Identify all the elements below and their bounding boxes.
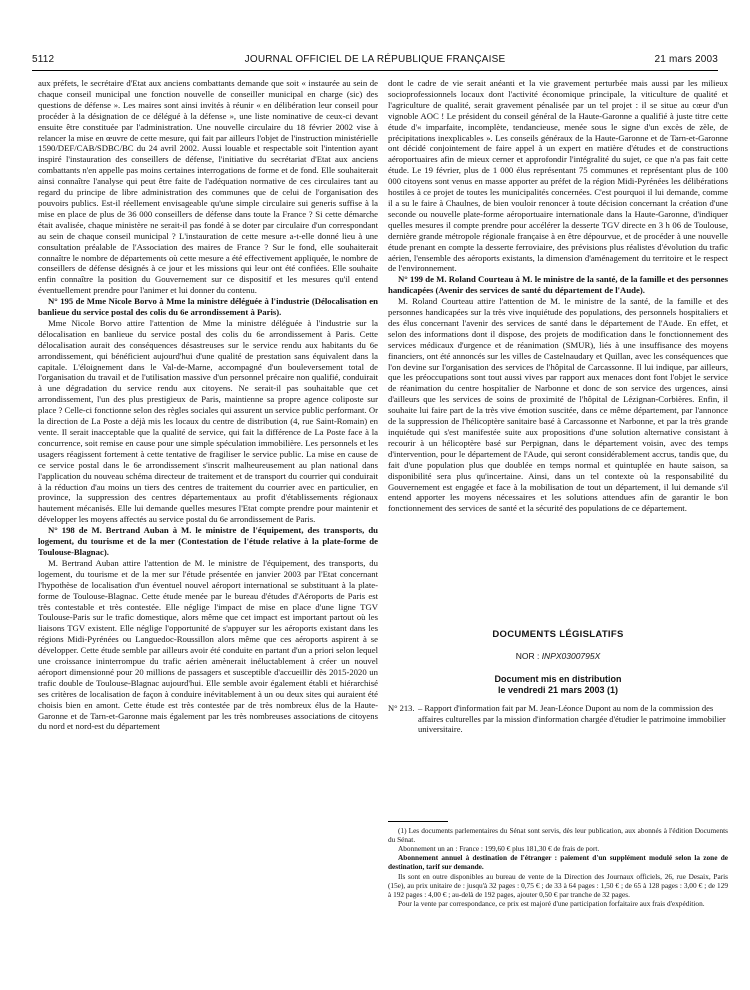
page-number: 5112 <box>32 54 55 65</box>
question-195-text: Mme Nicole Borvo attire l'attention de Mme la ministre déléguée à l'industrie sur la délocalisation en banlieue du service postal des colis du 6e arrondissement à Paris. Cette délocalisation aurait des conséquences désastreuses sur le service rendu aux habitants du 6e arrondissement, qui bénéficient aujourd'hui d'une qualité de prestation sans équivalent dans la capitale. L'éloignement dans le Val-de-Marne, accompagné d'un bouleversement total de l'organisation du travail et de l'utilisation massive d'un personnel précaire non qualifié, conduirait à une dégradation du service rendu aux citoyens. Ne serait-il pas souhaitable que cet arrondissement, l'un des plus prestigieux de Paris, maintienne sa propre agence coliposte sur place ? Celle-ci fonctionne selon des règles sociales qui assurent un service public performant. Or la direction de La Poste a déjà mis les locaux du centre de distribution (4, rue Saint-Romain) en vente. Il serait inacceptable que la qualité de service, qui fait la différence de La Poste face à la concurrence, soit remise en cause pour une simple spéculation immobilière. Les personnels et les usagers réagissent fortement à cette tentative de fragiliser le service public. La mise en cause de ce service postal dans le 6e arrondissement s'inscrit malheureusement au plan national dans l'application du nouveau schéma directeur de traitement et de transport du courrier qui conduirait à la réduction d'au moins un tiers des centres de traitement du courrier avec en particulier, en province, la suppression des centres départementaux au profit d'établissements régionaux hautement mécanisés. Elle lui demande quelles mesures l'Etat compte prendre pour maintenir et développer les moyens affectés au service postal du 6e arrondissement de Paris. <box>38 317 378 525</box>
question-195-heading: N° 195 de Mme Nicole Borvo à Mme la ministre déléguée à l'industrie (Délocalisation en banlieue du service postal des colis du 6e arrondissement à Paris). <box>38 296 378 318</box>
question-198-continued: dont le cadre de vie serait anéanti et la vie gravement perturbée mais aussi par les milieux socioprofessionnels locaux dont l'activité économique principale, la viticulture de qualité et l'agriculture de qualité, serait gravement pénalisée par un tel projet : il se situe au cœur d'un vignoble AOC ! Le président du conseil général de la Haute-Garonne a qualifié à juste titre cette étude d'« imparfaite, incomplète, tendancieuse, menée sous le signe d'un excès de zèle, de précipitations inexplicables ». Les conseils généraux de la Haute-Garonne et de Tarn-et-Garonne ont décidé conjointement de faire appel à un expert en matière d'études et de constructions aéroportuaires afin de mieux cerner et approfondir l'intégralité du sujet, ce que n'a pas fait cette étude. Le 19 février, plus de 1 000 élus représentant 75 communes et représentant plus de 100 000 citoyens sont venus en masse apporter au préfet de la région Midi-Pyrénées les délibérations hostiles à ce projet de toutes les municipalités concernées. C'est pourquoi il lui demande, comme il a su le faire à Chaulnes, de bien vouloir renoncer à toute décision concernant la création d'une seconde ou nouvelle plate-forme aéroportuaire internationale dans la Haute-Garonne, d'indiquer quelles mesures il compte prendre pour accélérer la desserte TGV directe en 3 h 06 de Toulouse, dernière grande métropole régionale française à en être dépourvue, et de procéder à une nouvelle étude prenant en compte la desserte ferroviaire, des prévisions plus réalistes d'évolution du trafic aérien, l'ensemble des aéroports existants, la dimension d'aménagement du territoire et le respect de l'environnement. <box>388 78 728 274</box>
nor-label: NOR : <box>515 651 542 662</box>
question-198-text: M. Bertrand Auban attire l'attention de M. le ministre de l'équipement, des transports, du logement, du tourisme et de la mer sur l'étude présentée en janvier 2003 par l'Etat concernant l'hypothèse de localisation d'un éventuel nouvel aéroport international se substituant à la plate-forme de Toulouse-Blagnac. Cette étude menée par le bureau d'études d'Aéroports de Paris est très contestable et très contestée. Elle néglige l'impact de mise en place d'une ligne TGV Toulouse-Paris sur le trafic domestique, alors même que cet impact est important partout où les liaisons TGV existent. Elle néglige l'opportunité de s'appuyer sur les aéroports existant dans les régions Midi-Pyrénées ou Languedoc-Roussillon alors même que ces aéroports aspirent à se développer. Cette étude semble par ailleurs avoir été conduite en partant d'un a priori selon lequel une croissance ininterrompue du trafic aérien amènerait inéluctablement à créer un nouvel aéroport dimensionné pour 20 millions de passagers et susceptible d'accueillir dès 2015-2020 un trafic double de Toulouse-Blagnac aujourd'hui. Elle semble avoir également établi et hiérarchisé ses critères de localisation de façon à conduire inévitablement à un ou deux sites qui auraient été choisis bien en amont. Cette étude est très contestée par de très nombreux élus de la Haute-Garonne et de Tarn-et-Garonne mais également par les très nombreuses associations de citoyens du nord et nord-est du département <box>38 557 378 732</box>
document-entry <box>388 703 728 735</box>
journal-title: JOURNAL OFFICIEL DE LA RÉPUBLIQUE FRANÇAISE <box>244 54 506 65</box>
question-199-heading: N° 199 de M. Roland Courteau à M. le ministre de la santé, de la famille et des personnes handicapées (Avenir des services de santé du département de l'Aude). <box>388 274 728 296</box>
nor-line <box>388 651 728 662</box>
issue-date: 21 mars 2003 <box>654 54 718 65</box>
right-column <box>388 78 728 983</box>
footnote-rule <box>388 821 448 822</box>
paragraph-continued: aux préfets, le secrétaire d'Etat aux anciens combattants demande que soit « instaurée au sein de chaque conseil municipal une fonction nouvelle de conseiller municipal en charge (sic) des questions de défense ». Les maires sont ainsi invités à réunir « en délibération leur conseil pour procéder à la désignation de ce délégué à la défense », une liste nominative de ceux-ci devant ensuite être constituée par l'administration. Une nouvelle circulaire du 18 février 2002 vise à relancer la mise en œuvre de cette mesure, qui fait par ailleurs l'objet de l'instruction ministérielle 1590/DEF/CAB/SDBC/BC du 24 avril 2002. Aussi louable et respectable soit l'intention ayant inspiré l'instauration des conseillers de défense, l'initiative du secrétariat d'Etat aux anciens combattants n'en appelle pas moins certaines interrogations de forme et de fond. Elle souhaiterait ainsi connaître l'analyse qui peut être faite de l'adéquation normative de ces circulaires tant au regard du principe de libre administration des communes que de celui de l'organisation des pouvoirs publics. Est-il réellement envisageable qu'une simple circulaire sui generis suffise à la mise en place de plus de 36 000 conseillers de défense dans toute la France ? Si cette démarche était avalisée, chaque ministère ne serait-il pas fondé à se doter par circulaire d'un correspondant au sein de chaque conseil municipal ? L'instauration de cette mesure a-t-elle donné lieu à une consultation préalable de l'Association des maires de France ? Sur le fond, elle souhaiterait connaître le nombre de départements où cette mesure a été effectivement appliquée, le nombre de conseillers de défense désignés à ce jour et les missions qui leur ont été confiées. Elle souhaite enfin connaître la position du Gouvernement sur ce dispositif et les mesures qu'il entend éventuellement prendre pour l'animer et lui donner du contenu. <box>38 78 378 296</box>
entry-number: N° 213. <box>388 703 415 714</box>
section-title: DOCUMENTS LÉGISLATIFS <box>492 629 624 641</box>
page-header <box>32 54 718 70</box>
document-title-line-2: le vendredi 21 mars 2003 (1) <box>497 684 619 695</box>
footnote-subscription: Abonnement un an : France : 199,60 € plus 181,30 € de frais de port. <box>398 843 600 853</box>
document-distribution-title <box>388 674 728 695</box>
footnote-prices: Ils sont en outre disponibles au bureau de vente de la Direction des Journaux officiels, 26, rue Desaix, Paris (15e), au prix unitaire de : jusqu'à 32 pages : 0,75 € ; de 33 à 64 pages : 1,50 € ; de 65 à 128 pages : 3,00 € ; de 129 à 192 pages : 4,00 € ; au-delà de 192 pages, ajouter 0,50 € par tranche de 32 pages. <box>388 871 728 899</box>
question-198-heading: N° 198 de M. Bertrand Auban à M. le ministre de l'équipement, des transports, du logement, du tourisme et de la mer (Contestation de l'étude relative à la plate-forme de Toulouse-Blagnac). <box>38 525 378 557</box>
nor-value: INPX0300795X <box>541 651 601 662</box>
document-title-line-1: Document mis en distribution <box>494 674 622 685</box>
question-199-text: M. Roland Courteau attire l'attention de M. le ministre de la santé, de la famille et des personnes handicapées sur la très vive inquiétude des populations, des personnels hospitaliers et des élus concernant l'avenir des services de santé dans le département de l'Aude. En effet, et selon des informations dont il dispose, des projets de modification dans le fonctionnement des services médicaux d'urgence et de réanimation (SMUR), liés à une insuffisance des moyens financiers, ont été annoncés sur les villes de Castelnaudary et Quillan, avec les conséquences que l'on devine sur l'organisation des services de l'hôpital de Carcassonne. Il lui indique, par ailleurs, que les préoccupations sont tout aussi vives par rapport aux menaces dont font l'objet le service de réanimation du centre hospitalier de Narbonne et donc de son service des urgences, ainsi d'ailleurs que les services de soins de proximité de l'hôpital de Lézignan-Corbières. Enfin, il souhaite lui faire part de la très vive émotion suscitée, dans ce même département, par l'annonce de la suppression de l'hélicoptère sanitaire basé à Carcassonne et Narbonne, et par la très grande inquiétude qui s'est manifestée suite aux propositions d'une solution alternative consistant à recourir à un hélicoptère basé sur Perpignan, dans le département voisin, avec des temps d'intervention, pour le département de l'Aude, qui seront considérablement accrus, tandis que, du fait d'une population plus que doublée en temps normal et quintuplée en haute saison, sa disponibilité sera plus qu'incertaine. Ainsi, dans un tel contexte où la responsabilité du Gouvernement est engagée et face à la mobilisation de tout un département, il lui demande s'il entend apporter les moyens nécessaires et les solutions attendues afin de garantir le bon fonctionnement des services de santé et la sécurité des populations de ce département. <box>388 296 728 514</box>
footnote-1: (1) Les documents parlementaires du Sénat sont servis, dès leur publication, aux abonnés à l'édition Documents du Sénat. <box>388 825 728 844</box>
left-column <box>38 78 378 983</box>
footnote-mail-order: Pour la vente par correspondance, ce prix est majoré d'une participation forfaitaire aux frais d'expédition. <box>398 899 705 909</box>
header-rule <box>32 70 718 71</box>
entry-text: – Rapport d'information fait par M. Jean-Léonce Dupont au nom de la commission des affaires culturelles par la mission d'information chargée d'étudier le patrimoine immobilier universitaire. <box>418 703 726 735</box>
footnote-foreign: Abonnement annuel à destination de l'étranger : paiement d'un supplément modulé selon la zone de destination, tarif sur demande. <box>388 853 728 872</box>
